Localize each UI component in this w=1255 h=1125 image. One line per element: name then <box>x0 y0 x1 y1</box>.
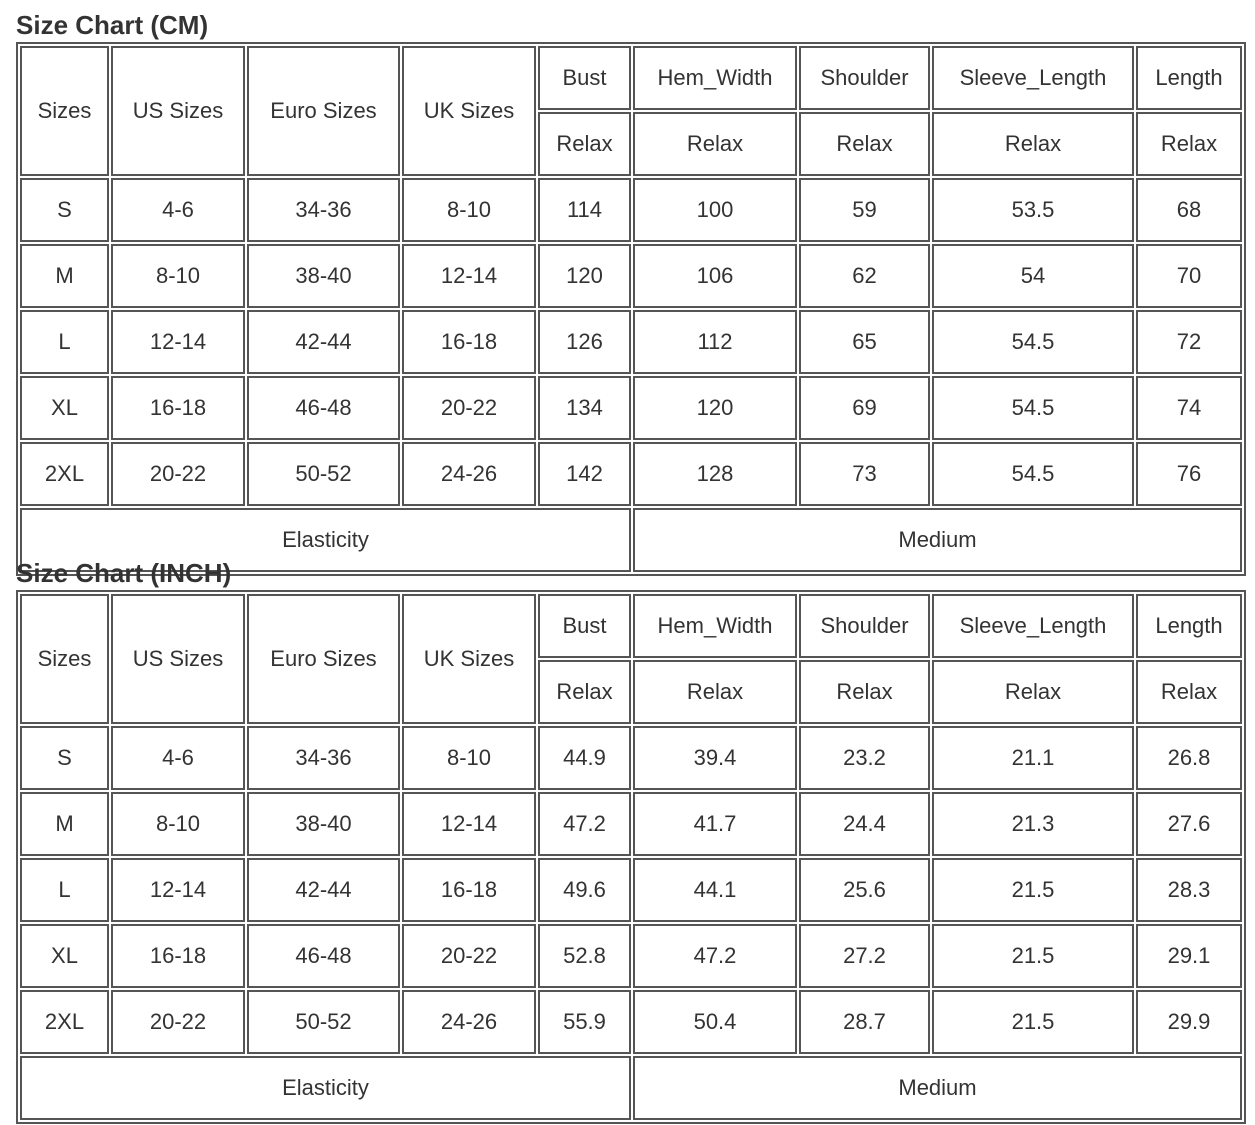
table-cell: 26.8 <box>1136 726 1242 790</box>
table-cell: 28.7 <box>799 990 930 1054</box>
table-row <box>20 178 1242 242</box>
table-cell: 20-22 <box>402 924 536 988</box>
table-cell: 54.5 <box>932 442 1134 506</box>
table-cell: 8-10 <box>111 792 245 856</box>
table-cell: M <box>20 792 109 856</box>
header-fit: Relax <box>1136 660 1242 724</box>
table-cell: 50-52 <box>247 442 400 506</box>
table-cell: 72 <box>1136 310 1242 374</box>
header-sizes: Sizes <box>20 594 109 724</box>
table-cell: 20-22 <box>402 376 536 440</box>
table-cell: 16-18 <box>111 376 245 440</box>
table-cell: 49.6 <box>538 858 631 922</box>
table-cell: 50-52 <box>247 990 400 1054</box>
table-cell: 24-26 <box>402 990 536 1054</box>
table-cell: 59 <box>799 178 930 242</box>
header-row <box>20 46 1242 110</box>
header-measure: Hem_Width <box>633 594 797 658</box>
table-cell: 29.1 <box>1136 924 1242 988</box>
table-row <box>20 792 1242 856</box>
header-fit: Relax <box>633 660 797 724</box>
table-cell: 38-40 <box>247 792 400 856</box>
table-cell: 34-36 <box>247 726 400 790</box>
table-cell: 2XL <box>20 990 109 1054</box>
header-fit: Relax <box>633 112 797 176</box>
header-measure: Sleeve_Length <box>932 46 1134 110</box>
table-cell: 54 <box>932 244 1134 308</box>
header-fit: Relax <box>1136 112 1242 176</box>
table-cell: 42-44 <box>247 858 400 922</box>
header-us-sizes: US Sizes <box>111 594 245 724</box>
table-row <box>20 990 1242 1054</box>
header-us-sizes: US Sizes <box>111 46 245 176</box>
table-cell: L <box>20 310 109 374</box>
table-cell: XL <box>20 376 109 440</box>
footer-row <box>20 1056 1242 1120</box>
table-cell: 106 <box>633 244 797 308</box>
table-cell: 54.5 <box>932 376 1134 440</box>
header-measure: Bust <box>538 594 631 658</box>
table-cell: 23.2 <box>799 726 930 790</box>
table-cell: 27.6 <box>1136 792 1242 856</box>
table-cell: 70 <box>1136 244 1242 308</box>
elasticity-value: Medium <box>633 508 1242 572</box>
table-cell: 8-10 <box>402 726 536 790</box>
header-fit: Relax <box>932 660 1134 724</box>
table-cell: 65 <box>799 310 930 374</box>
header-euro-sizes: Euro Sizes <box>247 46 400 176</box>
table-cell: 52.8 <box>538 924 631 988</box>
table-row <box>20 310 1242 374</box>
table-cell: 114 <box>538 178 631 242</box>
table-cell: 46-48 <box>247 376 400 440</box>
header-fit: Relax <box>538 660 631 724</box>
table-cell: 27.2 <box>799 924 930 988</box>
table-cell: 21.5 <box>932 858 1134 922</box>
table-cell: 34-36 <box>247 178 400 242</box>
table-cell: 12-14 <box>111 310 245 374</box>
table-cell: 112 <box>633 310 797 374</box>
table-cell: 25.6 <box>799 858 930 922</box>
size-chart-inch-table <box>16 590 1246 1124</box>
header-row <box>20 594 1242 658</box>
table-cell: 12-14 <box>111 858 245 922</box>
table-cell: 16-18 <box>111 924 245 988</box>
table-cell: 126 <box>538 310 631 374</box>
table-cell: L <box>20 858 109 922</box>
table-cell: 2XL <box>20 442 109 506</box>
table-cell: XL <box>20 924 109 988</box>
header-uk-sizes: UK Sizes <box>402 594 536 724</box>
header-euro-sizes: Euro Sizes <box>247 594 400 724</box>
table-cell: 8-10 <box>402 178 536 242</box>
table-cell: 38-40 <box>247 244 400 308</box>
table-cell: 62 <box>799 244 930 308</box>
table-cell: 4-6 <box>111 178 245 242</box>
table-cell: S <box>20 178 109 242</box>
table-row <box>20 726 1242 790</box>
header-measure: Length <box>1136 46 1242 110</box>
elasticity-value: Medium <box>633 1056 1242 1120</box>
header-measure: Hem_Width <box>633 46 797 110</box>
table-cell: 128 <box>633 442 797 506</box>
size-chart-inch-title: Size Chart (INCH) <box>16 558 232 588</box>
elasticity-label: Elasticity <box>20 1056 631 1120</box>
table-cell: 100 <box>633 178 797 242</box>
table-cell: 47.2 <box>538 792 631 856</box>
size-chart-cm-title: Size Chart (CM) <box>16 10 209 40</box>
table-cell: 44.9 <box>538 726 631 790</box>
header-measure: Shoulder <box>799 46 930 110</box>
header-fit: Relax <box>799 660 930 724</box>
table-row <box>20 442 1242 506</box>
table-cell: 54.5 <box>932 310 1134 374</box>
table-cell: 46-48 <box>247 924 400 988</box>
table-cell: 24-26 <box>402 442 536 506</box>
header-fit: Relax <box>538 112 631 176</box>
table-cell: 20-22 <box>111 442 245 506</box>
table-cell: 24.4 <box>799 792 930 856</box>
table-cell: 4-6 <box>111 726 245 790</box>
table-cell: 21.5 <box>932 990 1134 1054</box>
table-cell: 142 <box>538 442 631 506</box>
table-cell: S <box>20 726 109 790</box>
table-row <box>20 244 1242 308</box>
header-fit: Relax <box>932 112 1134 176</box>
table-cell: 12-14 <box>402 244 536 308</box>
table-cell: 134 <box>538 376 631 440</box>
header-measure: Sleeve_Length <box>932 594 1134 658</box>
table-cell: 20-22 <box>111 990 245 1054</box>
table-cell: 41.7 <box>633 792 797 856</box>
table-cell: 44.1 <box>633 858 797 922</box>
table-cell: 28.3 <box>1136 858 1242 922</box>
table-cell: 55.9 <box>538 990 631 1054</box>
table-cell: 8-10 <box>111 244 245 308</box>
table-cell: 21.5 <box>932 924 1134 988</box>
table-cell: 12-14 <box>402 792 536 856</box>
header-fit: Relax <box>799 112 930 176</box>
header-uk-sizes: UK Sizes <box>402 46 536 176</box>
header-sizes: Sizes <box>20 46 109 176</box>
table-row <box>20 858 1242 922</box>
table-cell: 120 <box>633 376 797 440</box>
table-cell: 16-18 <box>402 310 536 374</box>
table-cell: 50.4 <box>633 990 797 1054</box>
elasticity-label: Elasticity <box>20 508 631 572</box>
table-cell: M <box>20 244 109 308</box>
header-measure: Shoulder <box>799 594 930 658</box>
table-cell: 69 <box>799 376 930 440</box>
table-cell: 21.1 <box>932 726 1134 790</box>
table-cell: 21.3 <box>932 792 1134 856</box>
table-cell: 74 <box>1136 376 1242 440</box>
header-measure: Bust <box>538 46 631 110</box>
size-chart-cm-table <box>16 42 1246 576</box>
table-cell: 53.5 <box>932 178 1134 242</box>
table-cell: 120 <box>538 244 631 308</box>
table-cell: 29.9 <box>1136 990 1242 1054</box>
table-cell: 76 <box>1136 442 1242 506</box>
table-cell: 73 <box>799 442 930 506</box>
table-cell: 47.2 <box>633 924 797 988</box>
table-cell: 42-44 <box>247 310 400 374</box>
table-cell: 68 <box>1136 178 1242 242</box>
header-measure: Length <box>1136 594 1242 658</box>
table-row <box>20 376 1242 440</box>
table-cell: 16-18 <box>402 858 536 922</box>
table-row <box>20 924 1242 988</box>
table-cell: 39.4 <box>633 726 797 790</box>
